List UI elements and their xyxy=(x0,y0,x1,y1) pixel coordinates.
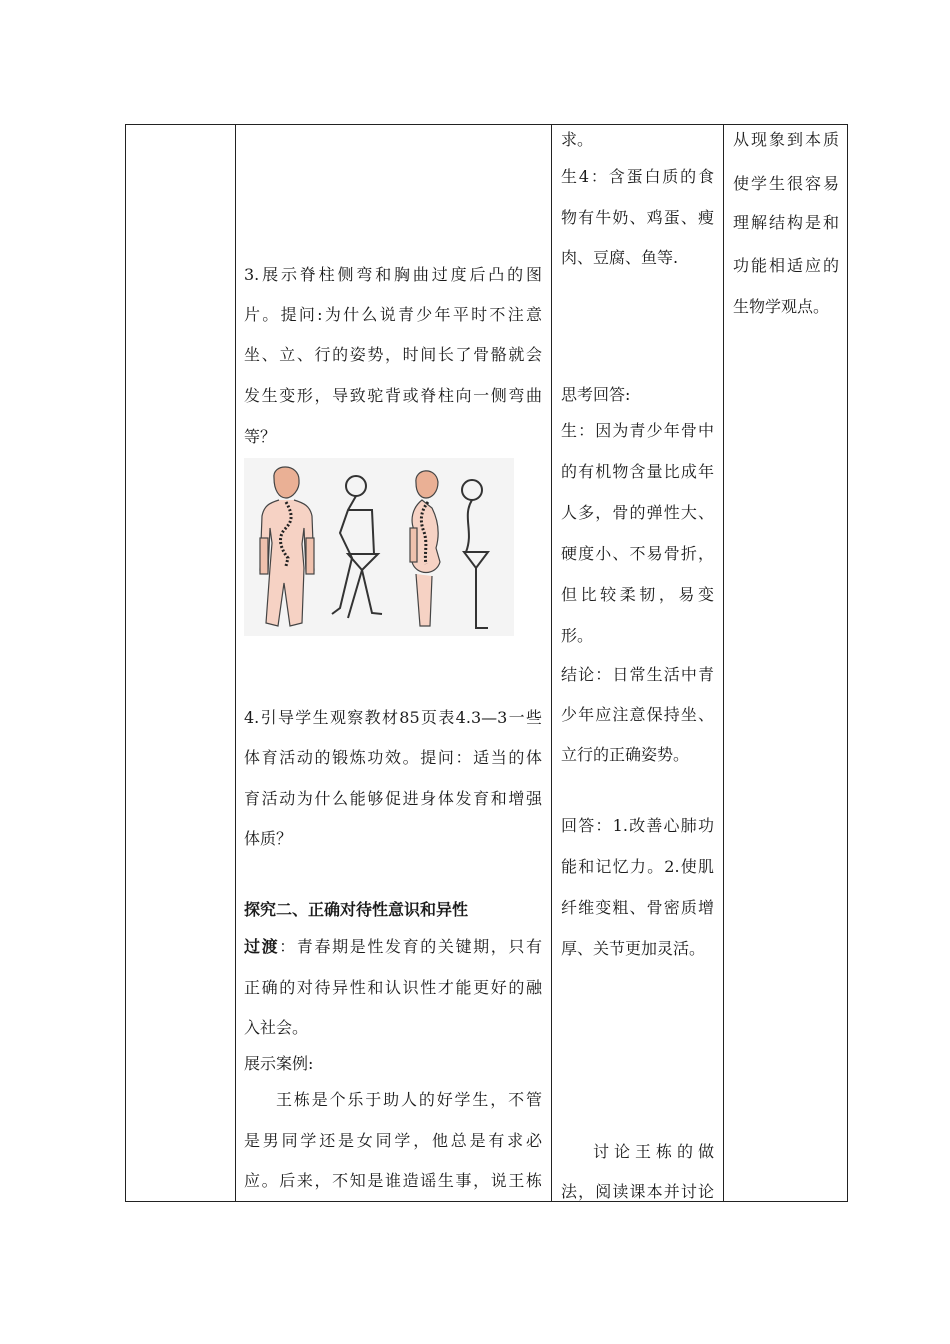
text-line: 4.引导学生观察教材85页表4.3—3一些 xyxy=(244,708,542,727)
text-line: 育活动为什么能够促进身体发育和增强 xyxy=(244,789,542,808)
text-line: 求。 xyxy=(561,130,594,149)
text-line: 王栋是个乐于助人的好学生，不管 xyxy=(276,1090,542,1109)
text-line: 3.展示脊柱侧弯和胸曲过度后凸的图 xyxy=(244,265,542,284)
text-span: ：青春期是性发育的关键期，只有 xyxy=(279,937,542,956)
transition-label: 过渡 xyxy=(244,937,280,956)
text-line: 使学生很容易 xyxy=(733,174,839,193)
text-line: 但比较柔韧，易变 xyxy=(561,585,714,604)
text-line: 法，阅读课本并讨论 xyxy=(561,1182,714,1201)
text-line: 肉、豆腐、鱼等. xyxy=(561,248,679,267)
text-line: 发生变形，导致驼背或脊柱向一侧弯曲 xyxy=(244,386,542,405)
text-line: 坐、立、行的姿势，时间长了骨骼就会 xyxy=(244,345,542,364)
text-line: 能和记忆力。2.使肌 xyxy=(561,857,714,876)
text-line: 生：因为青少年骨中 xyxy=(561,421,714,440)
text-line xyxy=(244,934,542,957)
text-line: 纤维变粗、骨密质增 xyxy=(561,898,714,917)
column-divider xyxy=(723,125,724,1201)
column-divider xyxy=(235,125,236,1201)
text-line: 正确的对待异性和认识性才能更好的融 xyxy=(244,978,542,997)
text-line: 人多，骨的弹性大、 xyxy=(561,503,714,522)
text-line: 生物学观点。 xyxy=(733,297,830,316)
text-line: 的有机物含量比成年 xyxy=(561,462,714,481)
text-line: 是男同学还是女同学，他总是有求必 xyxy=(244,1131,542,1150)
text-line: 功能相适应的 xyxy=(733,256,839,275)
text-line: 理解结构是和 xyxy=(733,213,839,232)
section-heading: 探究二、正确对待性意识和异性 xyxy=(244,900,469,919)
text-line: 生4：含蛋白质的食 xyxy=(561,167,714,186)
text-line: 展示案例: xyxy=(244,1054,314,1073)
text-line: 回答：1.改善心肺功 xyxy=(561,816,714,835)
text-line: 入社会。 xyxy=(244,1018,309,1037)
scoliosis-kyphosis-figure xyxy=(244,458,514,636)
text-line: 少年应注意保持坐、 xyxy=(561,705,714,724)
lesson-table xyxy=(125,124,848,1202)
text-line: 厚、关节更加灵活。 xyxy=(561,939,706,958)
column-divider xyxy=(551,125,552,1201)
text-line: 硬度小、不易骨折， xyxy=(561,544,714,563)
text-line: 结论：日常生活中青 xyxy=(561,665,714,684)
text-line: 思考回答: xyxy=(561,385,631,404)
text-line: 形。 xyxy=(561,626,594,645)
text-line: 片。提问:为什么说青少年平时不注意 xyxy=(244,305,542,324)
text-line: 体育活动的锻炼功效。提问：适当的体 xyxy=(244,748,542,767)
text-line: 等？ xyxy=(244,427,277,446)
text-line: 讨论王栋的做 xyxy=(593,1142,714,1161)
text-line: 从现象到本质 xyxy=(733,130,839,149)
text-line: 物有牛奶、鸡蛋、瘦 xyxy=(561,208,714,227)
text-line: 立行的正确姿势。 xyxy=(561,745,690,764)
text-line: 应。后来，不知是谁造谣生事，说王栋 xyxy=(244,1171,542,1190)
text-line: 体质？ xyxy=(244,829,293,848)
